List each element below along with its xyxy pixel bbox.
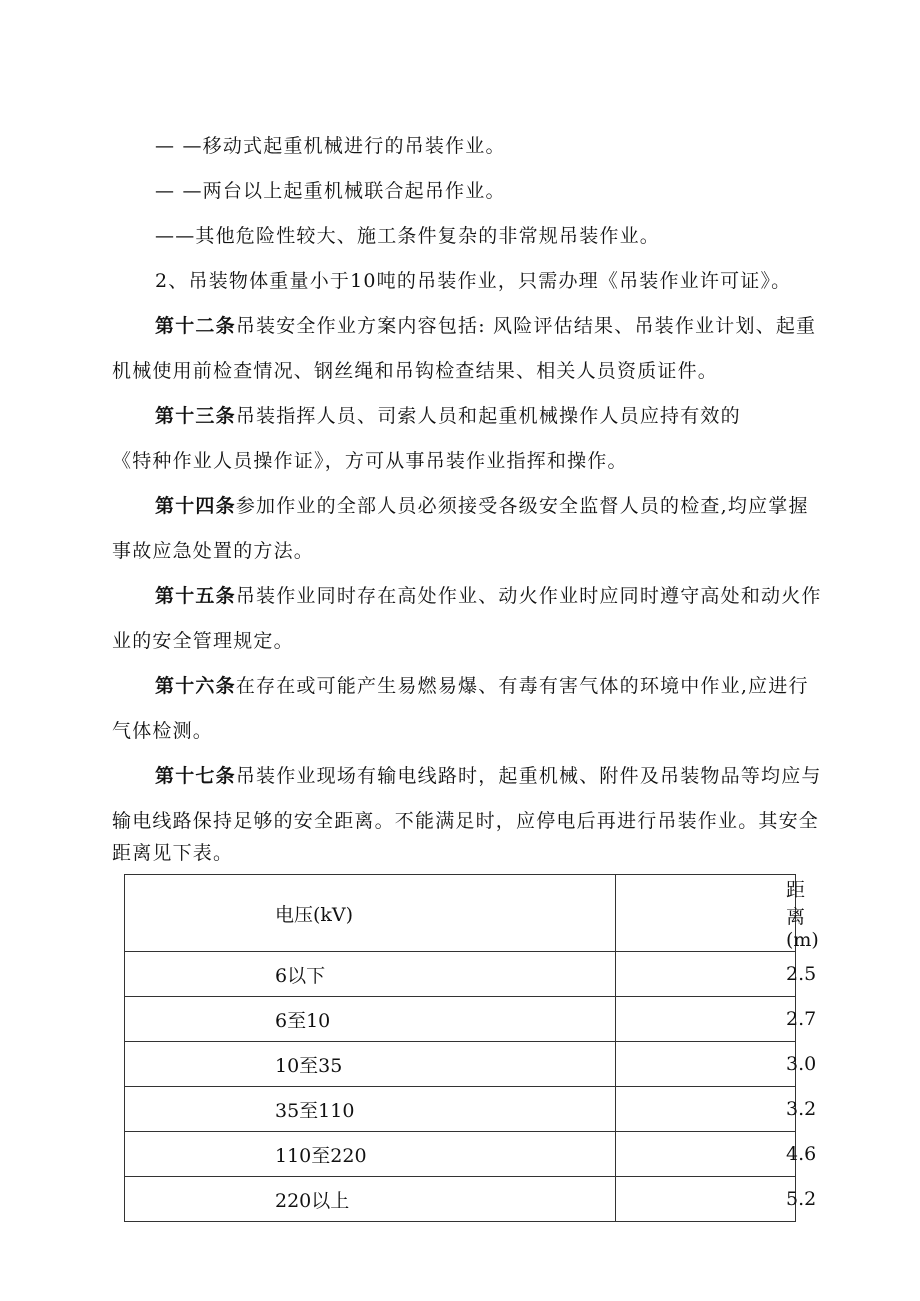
table-row <box>125 997 796 1042</box>
voltage-cell: 6以下 <box>125 952 616 997</box>
voltage-cell: 35至110 <box>125 1087 616 1132</box>
list-item: ——其他危险性较大、施工条件复杂的非常规吊装作业。 <box>155 225 661 247</box>
distance-cell: 2.7 <box>616 997 796 1042</box>
article-label: 第十五条 <box>155 585 236 607</box>
distance-cell: 4.6 <box>616 1132 796 1177</box>
list-item: — —移动式起重机械进行的吊装作业。 <box>155 135 506 157</box>
list-item: — —两台以上起重机械联合起吊作业。 <box>155 180 506 202</box>
article-text: 在存在或可能产生易燃易爆、有毒有害气体的环境中作业,应进行 <box>235 675 809 697</box>
article-16-line2: 气体检测。 <box>112 720 214 742</box>
distance-cell: 5.2 <box>616 1177 796 1222</box>
article-17-line2: 输电线路保持足够的安全距离。不能满足时，应停电后再进行吊装作业。其安全 <box>112 810 820 832</box>
article-12-line1 <box>155 311 816 338</box>
article-text: 吊装指挥人员、司索人员和起重机械操作人员应持有效的 <box>235 405 741 427</box>
table-header-row <box>125 875 796 952</box>
voltage-distance-table <box>124 874 819 1222</box>
article-17-line3: 距离见下表。 <box>112 842 234 864</box>
article-15-line2: 业的安全管理规定。 <box>112 630 294 652</box>
article-14-line1 <box>155 491 809 518</box>
article-14-line2: 事故应急处置的方法。 <box>112 540 315 562</box>
header-voltage: 电压(kV) <box>125 875 616 952</box>
article-text: 吊装作业同时存在高处作业、动火作业时应同时遵守高处和动火作 <box>235 585 822 607</box>
article-13-line1 <box>155 401 741 428</box>
article-12-line2: 机械使用前检查情况、钢丝绳和吊钩检查结果、相关人员资质证件。 <box>112 360 719 382</box>
distance-cell: 2.5 <box>616 952 796 997</box>
article-text: 吊装作业现场有输电线路时，起重机械、附件及吊装物品等均应与 <box>235 765 822 787</box>
distance-cell: 3.0 <box>616 1042 796 1087</box>
article-15-line1 <box>155 581 822 608</box>
article-text: 参加作业的全部人员必须接受各级安全监督人员的检查,均应掌握 <box>235 495 809 517</box>
article-label: 第十三条 <box>155 405 236 427</box>
voltage-cell: 110至220 <box>125 1132 616 1177</box>
distance-cell: 3.2 <box>616 1087 796 1132</box>
table-row <box>125 1132 796 1177</box>
article-17-line1 <box>155 761 822 788</box>
header-distance: 距离(m) <box>616 875 796 952</box>
voltage-cell: 10至35 <box>125 1042 616 1087</box>
article-label: 第十四条 <box>155 495 236 517</box>
table-row <box>125 1177 796 1222</box>
voltage-cell: 220以上 <box>125 1177 616 1222</box>
article-13-line2: 《特种作业人员操作证》，方可从事吊装作业指挥和操作。 <box>112 450 628 472</box>
article-label: 第十二条 <box>155 315 236 337</box>
paragraph-item-2: 2、吊装物体重量小于10吨的吊装作业，只需办理《吊装作业许可证》。 <box>155 270 792 292</box>
article-16-line1 <box>155 671 809 698</box>
article-label: 第十七条 <box>155 765 236 787</box>
table-row <box>125 952 796 997</box>
table-row <box>125 1042 796 1087</box>
article-label: 第十六条 <box>155 675 236 697</box>
voltage-cell: 6至10 <box>125 997 616 1042</box>
article-text: 吊装安全作业方案内容包括: 风险评估结果、吊装作业计划、起重 <box>235 315 817 337</box>
table-row <box>125 1087 796 1132</box>
